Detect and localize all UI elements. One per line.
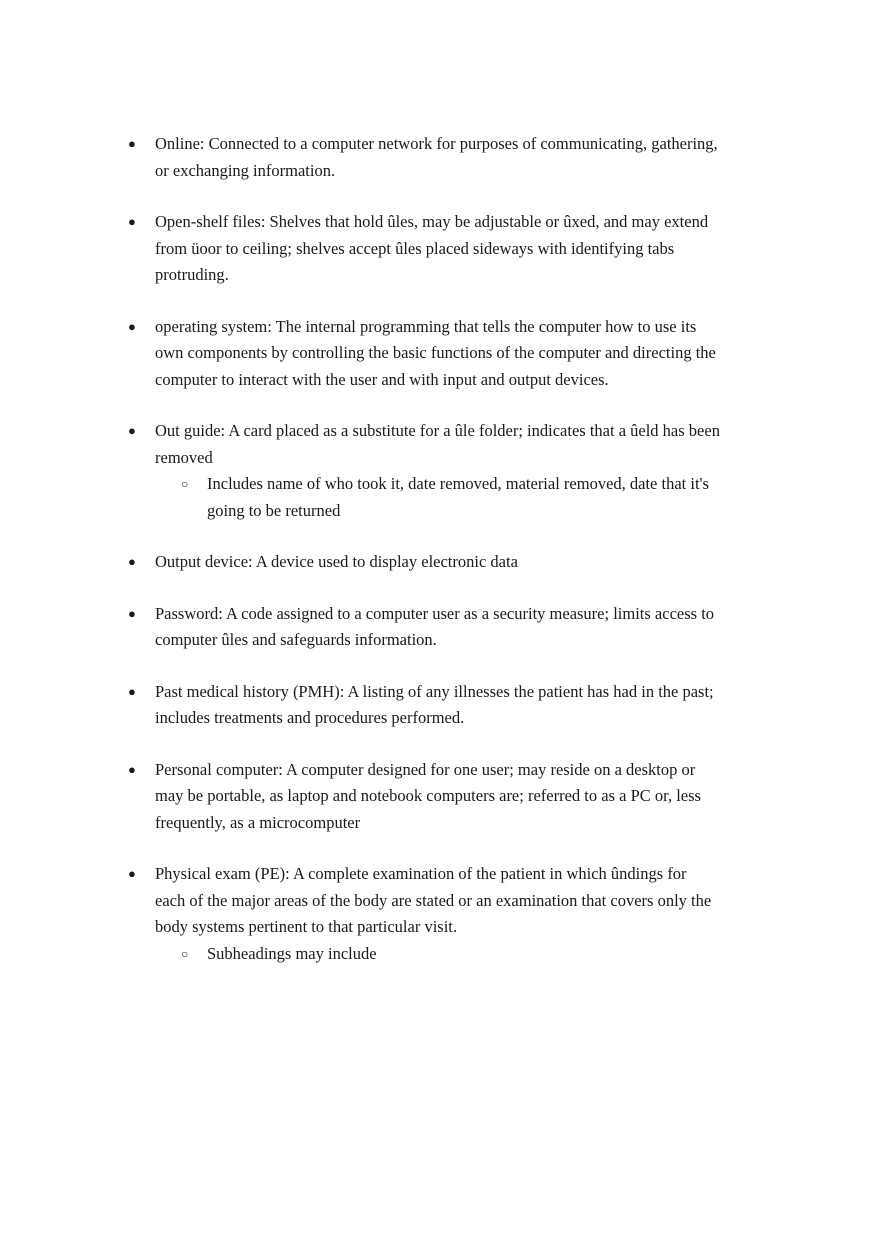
- entry-text: Online: Connected to a computer network for purposes of communicating, gathering, or exchanging information.: [155, 134, 718, 180]
- entry-text: Output device: A device used to display electronic data: [155, 552, 518, 571]
- bullet-icon: ●: [128, 136, 136, 151]
- sub-entry-text: Includes name of who took it, date removed, material removed, date that it's going to be returned: [207, 474, 709, 520]
- sub-entry-text: Subheadings may include: [207, 943, 377, 963]
- entry-text: Physical exam (PE): A complete examination of the patient in which ûndings for each of the major areas of the body are stated or an examination that covers only the body systems pertinent to that particular visit.: [155, 864, 712, 936]
- glossary-entry-physical-exam: [0, 861, 880, 967]
- entry-text: Out guide: A card placed as a substitute for a ûle folder; indicates that a ûeld has been removed: [155, 421, 720, 467]
- bullet-icon: ●: [128, 554, 136, 569]
- sub-bullet-icon: ○: [181, 477, 189, 491]
- sub-entry: [155, 471, 725, 524]
- glossary-entry-past-medical-history: [0, 679, 880, 732]
- glossary-list: [0, 131, 880, 992]
- sub-list: [155, 471, 720, 524]
- glossary-entry-output-device: [0, 549, 880, 576]
- bullet-icon: ●: [128, 866, 136, 881]
- glossary-entry-out-guide: [0, 418, 880, 524]
- bullet-icon: ●: [128, 318, 136, 334]
- entry-text: Personal computer: A computer designed for one user; may reside on a desktop or may be portable, as laptop and notebook computers are; referred to as a PC or, less frequently, as a microcomputer: [155, 759, 701, 832]
- glossary-entry-operating-system: [0, 314, 880, 394]
- sub-list: [155, 941, 720, 968]
- sub-entry: [155, 941, 725, 968]
- entry-text: Past medical history (PMH): A listing of any illnesses the patient has had in the past; includes treatments and procedures performed.: [155, 681, 714, 727]
- glossary-entry-open-shelf-files: [0, 209, 880, 289]
- bullet-icon: ●: [128, 214, 136, 229]
- bullet-icon: ●: [128, 605, 136, 621]
- entry-text: Open-shelf files: Shelves that hold ûles, may be adjustable or ûxed, and may extend from üoor to ceiling; shelves accept ûles placed sideways with identifying tabs protruding.: [155, 212, 709, 284]
- bullet-icon: ●: [128, 683, 136, 699]
- glossary-entry-personal-computer: [0, 757, 880, 837]
- entry-text: Password: A code assigned to a computer user as a security measure; limits access to computer ûles and safeguards information.: [155, 603, 715, 649]
- bullet-icon: ●: [128, 423, 136, 438]
- entry-text: operating system: The internal programming that tells the computer how to use its own components by controlling the basic functions of the computer and directing the computer to interact with the user and with input and output devices.: [155, 316, 716, 389]
- glossary-entry-online: [0, 131, 880, 184]
- bullet-icon: ●: [128, 761, 136, 777]
- glossary-entry-password: [0, 601, 880, 654]
- sub-bullet-icon: ○: [181, 946, 189, 961]
